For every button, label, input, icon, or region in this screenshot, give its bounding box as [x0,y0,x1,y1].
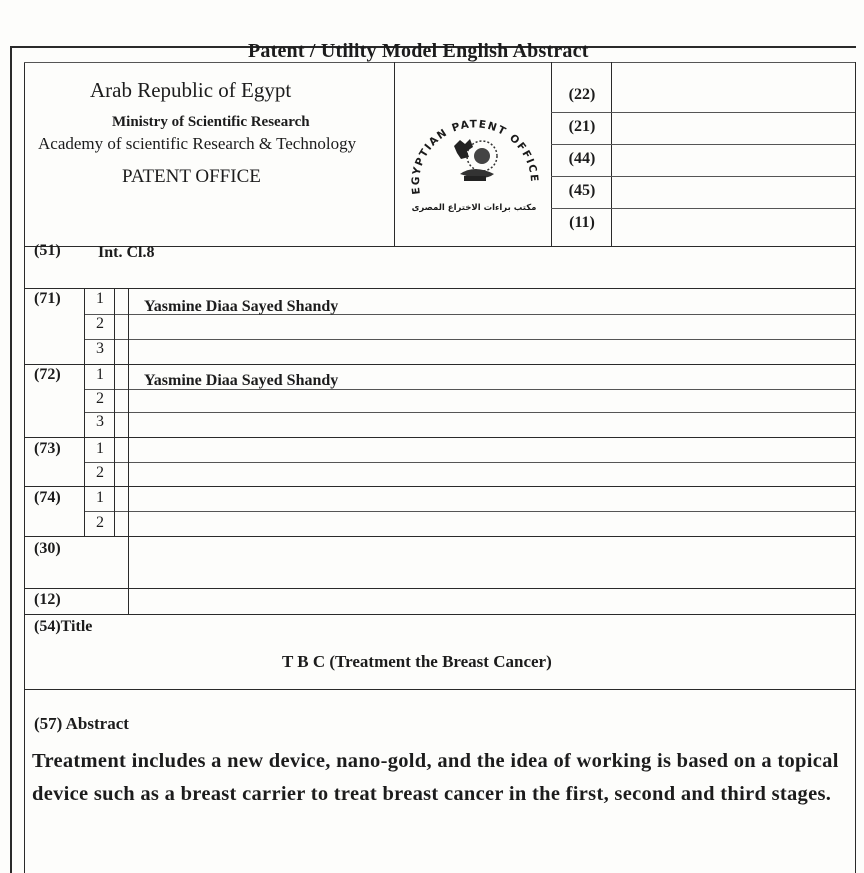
applicant-name: Yasmine Diaa Sayed Shandy [144,298,339,315]
priority-code: (30) [34,540,61,557]
int-cl-code: (51) [34,242,61,259]
right-border [855,62,856,873]
code-entry-line [611,208,855,209]
code-line [551,144,611,145]
codes-left-divider [551,62,552,246]
agents-code: (74) [34,489,61,506]
row-line [24,588,855,589]
code-21: (21) [568,118,596,135]
code-45: (45) [568,182,596,199]
code-line [551,112,611,113]
applicants-code: (71) [34,290,61,307]
inventor-num: 1 [96,366,104,383]
applicant-num: 3 [96,340,104,357]
issuer-academy: Academy of scientific Research & Technology [38,134,357,153]
row-line [24,288,855,289]
applicant-num: 1 [96,290,104,307]
title-bottom-line [24,689,855,690]
code-11: (11) [569,214,595,231]
row-line [84,462,855,463]
issuer-country: Arab Republic of Egypt [90,78,292,102]
code-line [551,176,611,177]
document-title: Patent / Utility Model English Abstract [248,40,589,62]
patent-title: T B C (Treatment the Breast Cancer) [282,652,552,671]
code-entry-line [611,144,855,145]
seal-arabic-text: مكتب براءات الاختراع المصرى [411,203,537,213]
inventor-num: 2 [96,390,104,407]
int-cl-label: Int. Cl.8 [98,244,155,261]
row-line [24,364,855,365]
row-line [84,511,855,512]
applicant-num: 2 [96,315,104,332]
agent-num: 2 [96,514,104,531]
code-entry-line [611,176,855,177]
logo-left-divider [394,62,395,246]
codes-right-divider [611,62,612,246]
row-line [24,486,855,487]
assignee-num: 2 [96,464,104,481]
row-line [24,536,855,537]
assignees-code: (73) [34,440,61,457]
inventors-code: (72) [34,366,61,383]
row-line [24,437,855,438]
inventor-num: 3 [96,413,104,430]
code-line [551,208,611,209]
abstract-label: (57) Abstract [34,714,129,733]
inventor-name: Yasmine Diaa Sayed Shandy [144,372,339,389]
row-line [24,614,855,615]
abstract-text: Treatment includes a new device, nano-gold, and the idea of working is based on a topical device such as a breast carrier to treat breast cancer in the first, second and third stages. [32,750,839,805]
type-code: (12) [34,591,61,608]
row-line [84,339,855,340]
value-col-divider [128,288,129,614]
row-line [84,412,855,413]
title-label: (54)Title [34,618,93,635]
code-entry-line [611,112,855,113]
assignee-num: 1 [96,440,104,457]
code-44: (44) [568,150,596,167]
issuer-office: PATENT OFFICE [122,166,261,187]
seal-arc-text: EGYPTIAN PATENT OFFICE [409,118,541,196]
egyptian-patent-office-seal-icon [398,98,550,224]
left-border [10,46,12,873]
code-22: (22) [568,86,596,103]
issuer-ministry: Ministry of Scientific Research [112,114,310,130]
agent-num: 1 [96,489,104,506]
inner-left-border [24,62,25,873]
